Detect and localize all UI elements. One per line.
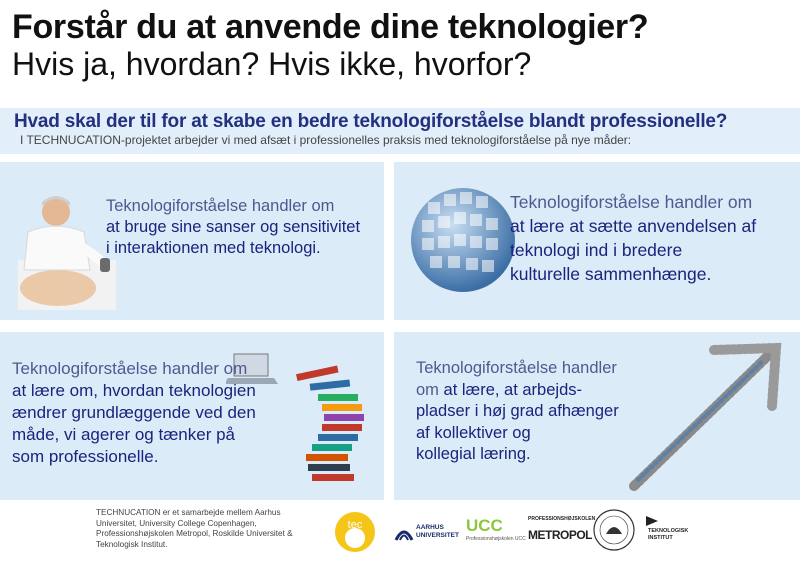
panel-senses (0, 162, 384, 320)
panel-practice-text: Teknologiforståelse handler om at lære om, hvordan teknologien ændrer grundlæggende ved den måde, vi agerer og tænker på som professionelle. (12, 359, 256, 466)
people-arrow-illustration (614, 336, 794, 496)
panel-collective-text: Teknologiforståelse handler om at lære, at arbejds- pladser i høj grad afhænger af kollektiver og kollegial læring. (416, 359, 619, 463)
panel-senses-text: Teknologiforståelse handler om at bruge sine sanser og sensitivitet i interaktionen med teknologi. (106, 197, 361, 257)
teknologisk-institut-logo: TEKNOLOGISK INSTITUT (646, 516, 706, 546)
ucc-logo: UCC Professionshøjskolen UCC (466, 516, 526, 542)
page-subtitle: Hvis ja, hvordan? Hvis ikke, hvorfor? (12, 46, 532, 82)
panel-culture (394, 162, 800, 320)
photo-globe-illustration (408, 180, 518, 300)
metropol-logo: PROFESSIONSHØJSKOLEN METROPOL (528, 516, 596, 542)
aarhus-university-logo: AARHUS UNIVERSITET (394, 520, 462, 550)
page-title: Forstår du at anvende dine teknologier? (12, 8, 649, 46)
tec-logo (334, 508, 376, 556)
doctor-ultrasound-illustration (18, 192, 118, 312)
panel-practice (0, 332, 384, 500)
footer-partners-text: TECHNUCATION er et samarbejde mellem Aarhus Universitet, University College Copenhagen, Professionshøjskolen Metropol, Roskilde Universitet & Teknologisk Institut. (96, 508, 293, 549)
panel-culture-text: Teknologiforståelse handler om at lære at sætte anvendelsen af teknologi ind i bredere kulturelle sammenhænge. (510, 192, 757, 284)
intro-description: I TECHNUCATION-projektet arbejder vi med afsæt i professionelles praksis med teknologiforståelse på nye måder: (20, 133, 632, 147)
panel-collective (394, 332, 800, 500)
roskilde-university-seal (592, 508, 636, 552)
svg-text:tec: tec (347, 519, 363, 531)
intro-question: Hvad skal der til for at skabe en bedre teknologiforståelse blandt professionelle? (14, 111, 728, 132)
